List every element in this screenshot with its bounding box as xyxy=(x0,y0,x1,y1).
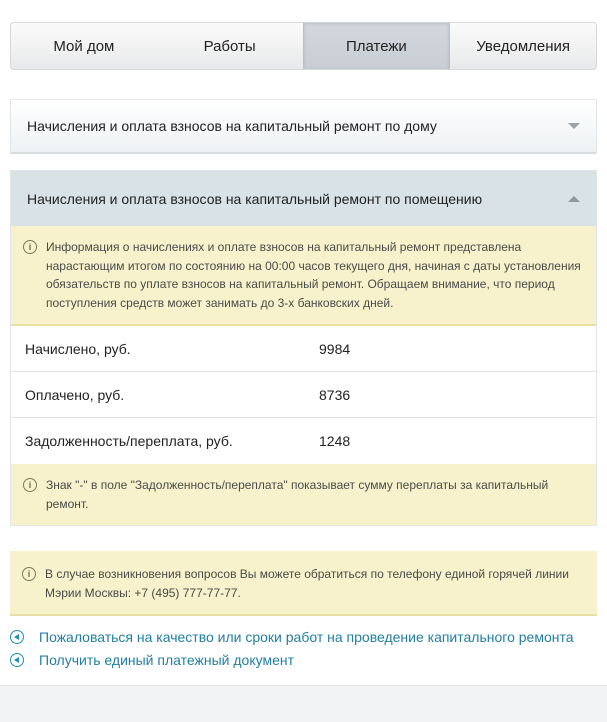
contact-notice-text: В случае возникновения вопросов Вы можете обратиться по телефону единой горячей линии Мэрии Москвы: +7 (495) 777-77-77. xyxy=(45,567,569,600)
info-notice-text: Информация о начислениях и оплате взносов на капитальный ремонт представлена нарастающим итогом по состоянию на 00:00 часов текущего дня, начиная с даты установления обязательств по уплате взносов на капитальный ремонт. Обращаем внимание, что период поступления средств может занимать до 3-х банковских дней. xyxy=(46,240,581,310)
tab-works[interactable]: Работы xyxy=(203,37,256,55)
row-value: 8736 xyxy=(319,386,351,403)
accordion-premises-header[interactable] xyxy=(11,171,596,226)
accordion-house-title: Начисления и оплата взносов на капитальный ремонт по дому xyxy=(27,118,437,134)
table-row xyxy=(11,418,596,464)
tab-my-house[interactable]: Мой дом xyxy=(53,37,115,55)
row-label: Оплачено, руб. xyxy=(25,386,125,403)
complaint-link-label[interactable]: Пожаловаться на качество или сроки работ на проведение капитального ремонта xyxy=(39,628,574,645)
overpayment-note-text: Знак "-" в поле "Задолженность/переплата" показывает сумму переплаты за капитальный ремонт. xyxy=(46,478,549,511)
row-label: Начислено, руб. xyxy=(25,340,131,357)
action-links xyxy=(10,625,597,671)
table-row xyxy=(11,326,596,372)
tab-payments[interactable]: Платежи xyxy=(303,23,451,69)
accordion-house xyxy=(10,99,597,154)
info-notice xyxy=(11,226,596,326)
chevron-up-icon xyxy=(568,196,580,202)
row-label: Задолженность/переплата, руб. xyxy=(25,433,233,449)
chevron-down-icon xyxy=(568,123,580,129)
payment-document-link[interactable] xyxy=(10,648,597,671)
contact-notice xyxy=(10,551,597,616)
row-value: 1248 xyxy=(319,433,351,449)
complaint-link[interactable] xyxy=(10,625,597,648)
info-icon: i xyxy=(23,478,37,492)
accordion-premises-title: Начисления и оплата взносов на капитальный ремонт по помещению xyxy=(27,190,483,207)
overpayment-note xyxy=(11,464,596,525)
table-row xyxy=(11,372,596,418)
accordion-premises xyxy=(10,170,597,526)
circle-arrow-left-icon xyxy=(10,630,24,644)
info-icon: i xyxy=(23,240,37,254)
accordion-house-header[interactable] xyxy=(10,99,597,154)
tab-notifications[interactable]: Уведомления xyxy=(476,37,571,55)
circle-arrow-left-icon xyxy=(10,653,24,667)
info-icon: i xyxy=(22,567,36,581)
tab-bar xyxy=(10,22,597,70)
payment-document-link-label[interactable]: Получить единый платежный документ xyxy=(39,651,295,668)
row-value: 9984 xyxy=(319,340,351,357)
